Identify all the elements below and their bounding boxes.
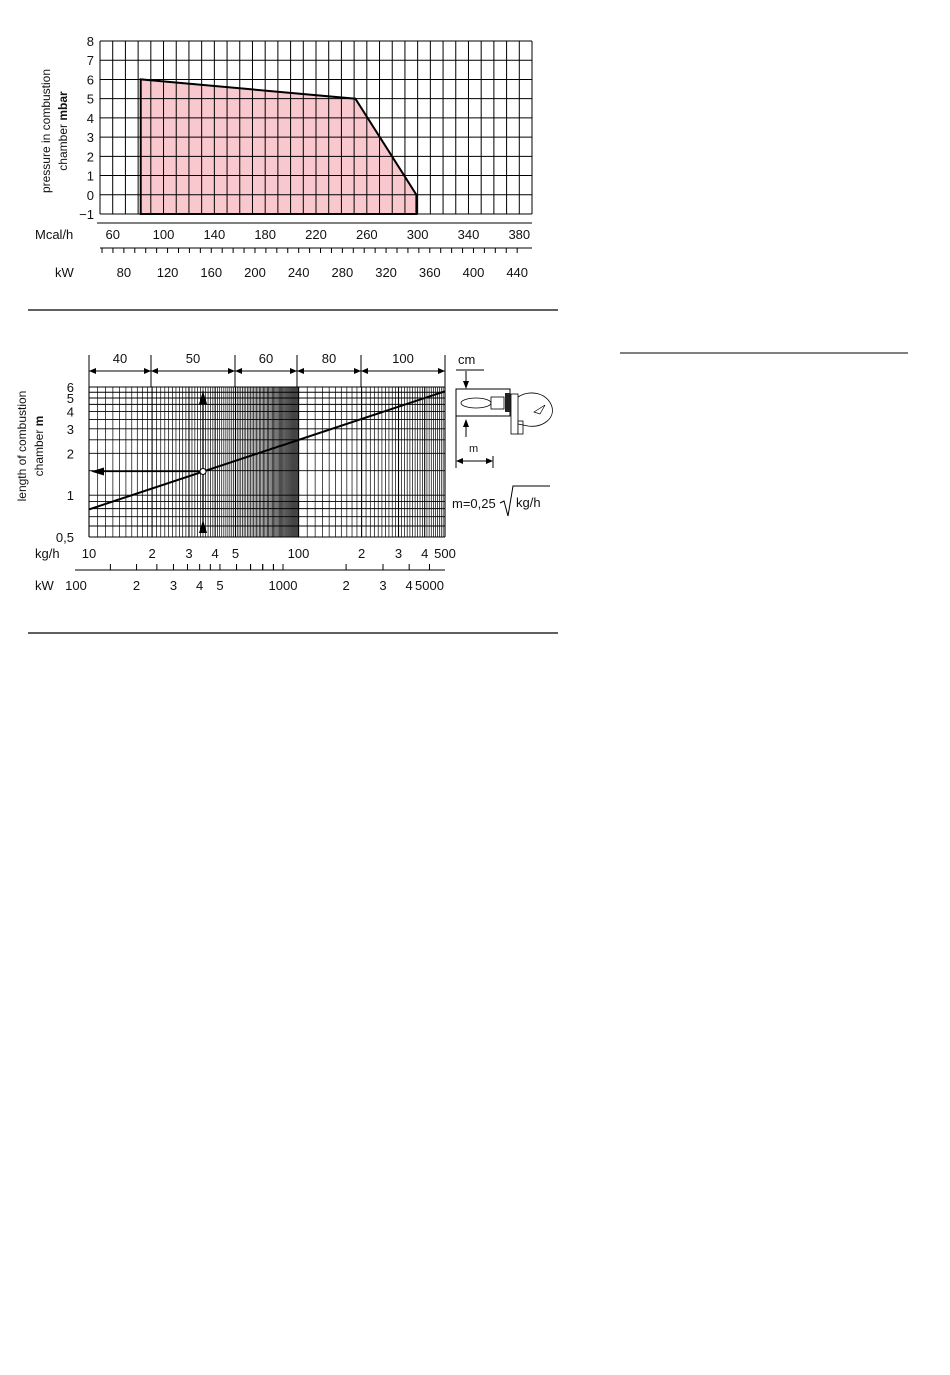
kgh-tick-label: 2 (148, 546, 156, 561)
chamber-y-tick-labels (56, 380, 74, 545)
cm-scale-label: 40 (112, 351, 128, 366)
chamber-y-label-line2 (32, 416, 46, 477)
pressure-y-label-line1: pressure in combustion (39, 68, 53, 194)
arrow-left-icon (361, 368, 368, 374)
flame-diameter-unit: cm (458, 352, 476, 367)
burner-flange-icon (505, 393, 510, 412)
arrow-left-icon (89, 368, 96, 374)
pressure-y-label-prefix: chamber (56, 120, 70, 171)
diagram-length-label: m (469, 443, 479, 455)
arrow-right-icon (228, 368, 235, 374)
formula-radicand: kg/h (516, 495, 541, 510)
example-point (200, 468, 206, 474)
arrow-right-icon (144, 368, 151, 374)
kw-tick-label: 400 (462, 265, 485, 280)
chamber-y-label-unit: m (32, 415, 46, 427)
burner-plate-icon (511, 394, 518, 434)
pressure-chart (35, 34, 532, 280)
kw2-tick-marks (110, 564, 429, 570)
pressure-y-tick-labels (79, 34, 94, 222)
cm-scale-label: 60 (258, 351, 274, 366)
pressure-y-tick: 4 (86, 110, 94, 126)
arrow-right-icon (290, 368, 297, 374)
chamber-y-tick: 1 (66, 488, 74, 504)
kw2-tick-label: 3 (169, 578, 178, 593)
mcal-tick-label: 100 (152, 227, 175, 242)
arrow-right-icon (438, 368, 445, 374)
kgh-tick-label: 500 (434, 546, 456, 561)
cm-scale-label: 50 (185, 351, 201, 366)
kw-tick-label: 160 (200, 265, 223, 280)
mcal-tick-label: 300 (406, 227, 429, 242)
kw-tick-label: 440 (506, 265, 529, 280)
arrow-left-icon (456, 458, 463, 464)
cm-scale-label: 100 (392, 351, 414, 366)
kw2-tick-label: 3 (379, 578, 387, 593)
mcal-tick-label: 60 (105, 227, 120, 242)
chamber-y-tick: 3 (66, 421, 74, 437)
chamber-y-tick: 2 (66, 446, 74, 462)
flame-icon (461, 398, 491, 408)
cm-scale-label: 80 (321, 351, 337, 366)
kgh-tick-label: 4 (211, 546, 219, 561)
kgh-tick-label: 3 (394, 546, 403, 561)
mcal-tick-label: 260 (355, 227, 378, 242)
kw2-tick-label: 4 (405, 578, 413, 593)
burner-connector-icon (518, 421, 523, 434)
pressure-y-label-line2 (56, 91, 70, 171)
kgh-tick-label: 3 (185, 546, 193, 561)
kw-tick-marks (102, 248, 517, 253)
kgh-axis-unit: kg/h (35, 546, 60, 561)
mcal-tick-label: 180 (254, 227, 277, 242)
arrow-right-icon (354, 368, 361, 374)
combustion-chamber-diagram (456, 370, 552, 468)
kw2-tick-label: 100 (65, 578, 87, 593)
pressure-y-tick: 2 (86, 149, 94, 165)
burner-motor-icon (534, 405, 545, 414)
flame-diameter-scale (89, 351, 445, 387)
kw2-tick-label: 5 (216, 578, 224, 593)
chamber-y-label-line1: length of combustion (15, 390, 29, 502)
mcal-tick-label: 380 (508, 227, 531, 242)
kgh-tick-label: 2 (357, 546, 366, 561)
chamber-y-tick: 4 (66, 404, 74, 420)
kw-tick-label: 120 (156, 265, 179, 280)
mcal-tick-label: 140 (203, 227, 226, 242)
mcal-tick-labels (105, 227, 530, 242)
kw-tick-label: 240 (287, 265, 310, 280)
pressure-y-tick: 5 (86, 91, 94, 107)
pressure-y-tick: 3 (86, 130, 94, 146)
burner-head-icon (491, 397, 504, 409)
formula-prefix: m=0,25 (452, 496, 496, 511)
arrow-right-icon (486, 458, 493, 464)
arrow-up-icon (463, 419, 469, 427)
kw2-tick-label: 2 (132, 578, 141, 593)
working-field-fill (141, 79, 417, 214)
kw2-axis-unit: kW (35, 578, 54, 593)
chamber-y-tick: 0,5 (55, 530, 74, 545)
kgh-tick-label: 5 (231, 546, 240, 561)
pressure-y-label-unit: mbar (56, 91, 70, 121)
kgh-tick-labels (82, 546, 456, 561)
kw-tick-label: 360 (418, 265, 441, 280)
kw2-tick-label: 2 (342, 578, 350, 593)
kw-tick-label: 80 (116, 265, 132, 280)
arrow-down-icon (463, 381, 469, 389)
chamber-length-chart (15, 351, 552, 593)
kw2-tick-label: 4 (196, 578, 204, 593)
kw-tick-label: 200 (244, 265, 266, 280)
kgh-tick-label: 4 (421, 546, 429, 561)
kw2-tick-labels (65, 578, 444, 593)
kgh-tick-label: 100 (287, 546, 310, 561)
pressure-y-tick: −1 (79, 207, 94, 222)
kw2-tick-label: 5000 (415, 578, 444, 593)
chamber-y-tick: 6 (66, 380, 74, 395)
kw-tick-labels (117, 265, 528, 280)
arrow-left-icon (297, 368, 304, 374)
pressure-y-tick: 0 (86, 187, 94, 203)
pressure-y-tick: 8 (86, 34, 94, 49)
pressure-y-tick: 6 (86, 72, 94, 88)
kw-tick-label: 280 (331, 265, 354, 280)
chamber-y-label-prefix: chamber (32, 426, 46, 477)
arrow-left-icon (151, 368, 158, 374)
kw-axis-unit: kW (55, 265, 74, 280)
chamber-y-tick: 5 (66, 391, 74, 407)
working-field-area (141, 79, 417, 214)
pressure-y-tick: 7 (86, 53, 94, 69)
kw-tick-label: 320 (375, 265, 397, 280)
mcal-tick-label: 340 (457, 227, 480, 242)
mcal-axis-unit: Mcal/h (35, 227, 74, 242)
kgh-tick-label: 10 (81, 546, 97, 561)
mcal-tick-label: 220 (305, 227, 327, 242)
arrow-left-icon (235, 368, 242, 374)
pressure-y-tick: 1 (86, 168, 94, 184)
kw2-tick-label: 1000 (268, 578, 298, 593)
